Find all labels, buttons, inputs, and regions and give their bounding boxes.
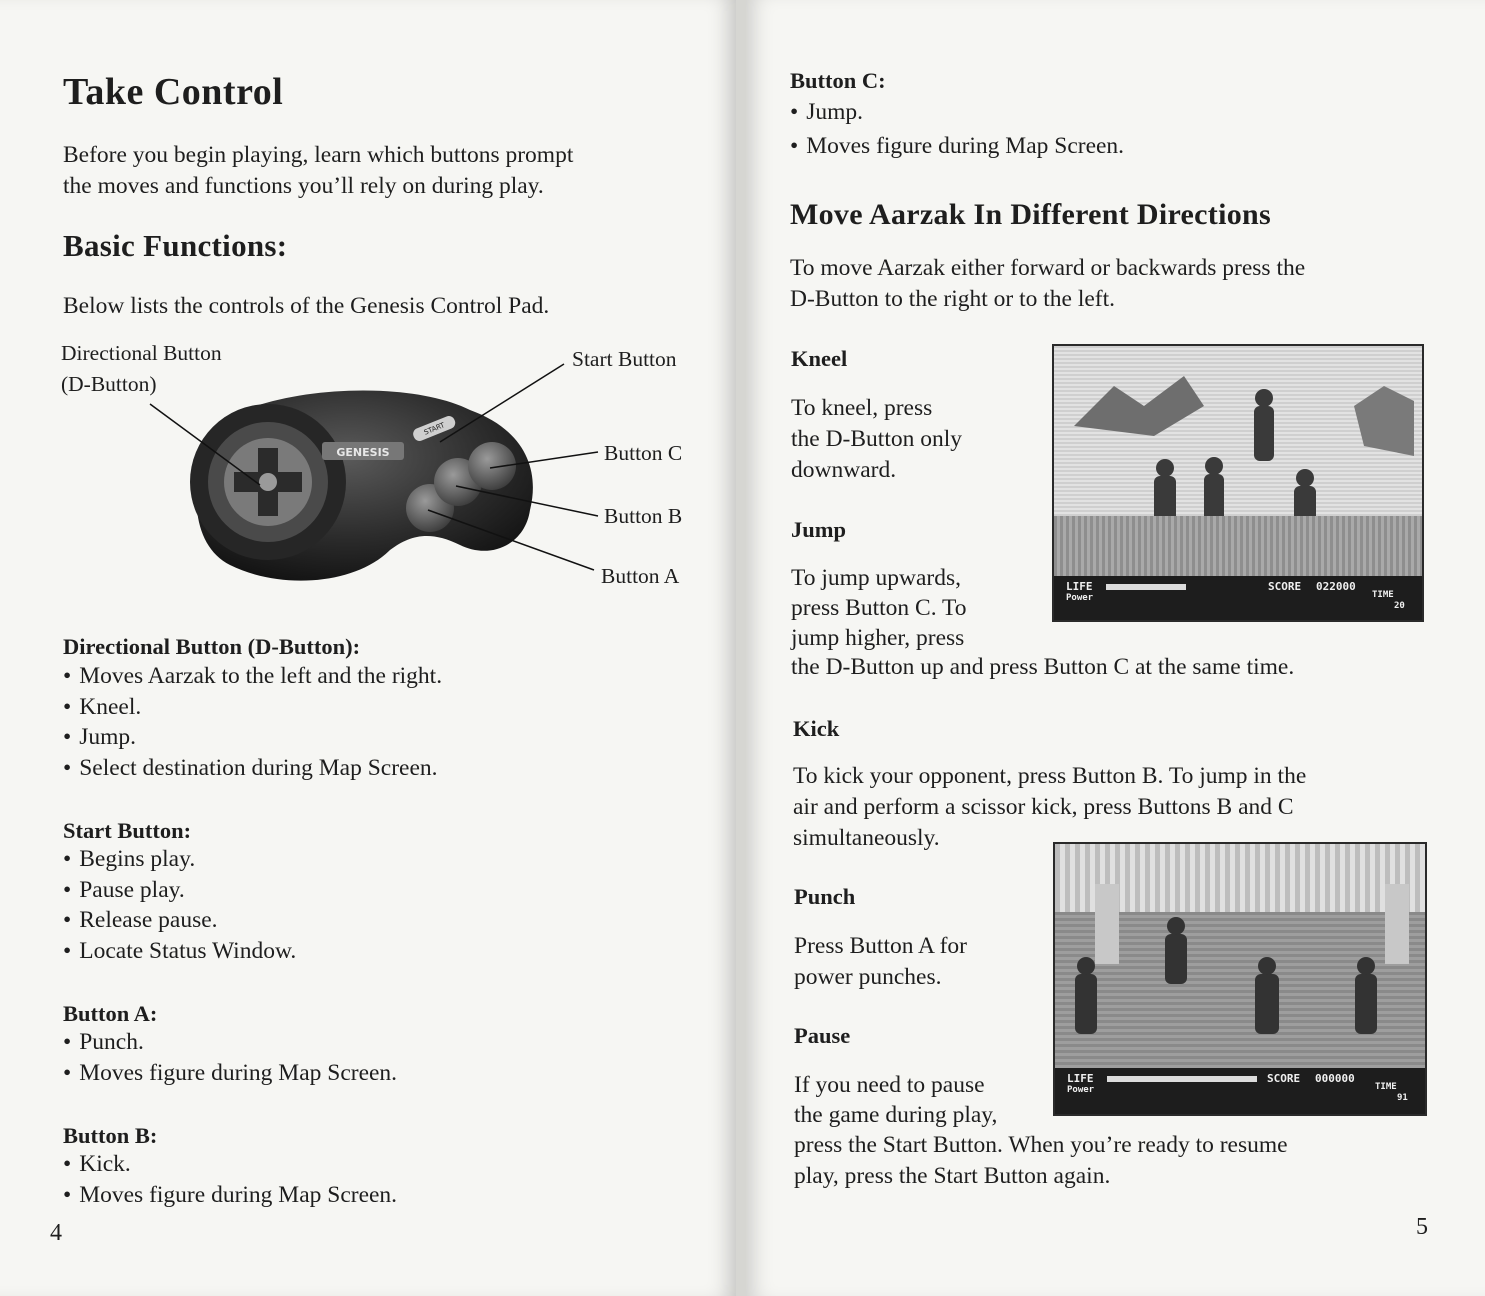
hud-score-label: SCORE: [1268, 580, 1302, 594]
button-c-label: Button C: [604, 441, 683, 465]
pause-line-2: the game during play,: [794, 1102, 998, 1128]
game-hud: [1054, 576, 1422, 620]
jump-line-1: To jump upwards,: [791, 565, 962, 591]
start-heading: Start Button:: [63, 818, 192, 843]
start-section: [63, 818, 296, 966]
list-item: • Pause play.: [63, 875, 296, 906]
list-item: • Moves figure during Map Screen.: [790, 129, 1124, 163]
dpad-label-line-1: Directional Button: [61, 341, 222, 365]
button-b-label: Button B: [604, 504, 683, 528]
pause-line-1: If you need to pause: [794, 1072, 985, 1098]
pause-heading: Pause: [794, 1023, 851, 1048]
gameplay-screenshot-2: [1053, 842, 1427, 1116]
book-gutter: [736, 0, 746, 1296]
hud-score-value: 000000: [1315, 1072, 1355, 1086]
list-item: • Kick.: [63, 1149, 397, 1180]
hud-power-label: Power: [1067, 1085, 1095, 1096]
hud-time-value: 20: [1394, 601, 1405, 612]
start-button-label: Start Button: [572, 347, 677, 371]
jump-line-3: jump higher, press: [791, 625, 965, 651]
kneel-line-3: downward.: [791, 457, 897, 483]
list-item: • Kneel.: [63, 692, 442, 723]
button-c-heading: Button C:: [790, 68, 886, 93]
button-b-section: [63, 1123, 397, 1210]
move-text-line-1: To move Aarzak either forward or backwards press the: [790, 255, 1306, 281]
jump-heading: Jump: [791, 517, 847, 542]
hud-time-label: TIME: [1372, 590, 1394, 601]
kick-heading: Kick: [793, 716, 840, 741]
move-heading: Move Aarzak In Different Directions: [790, 198, 1271, 231]
kick-line-3: simultaneously.: [793, 825, 940, 851]
hud-score-value: 022000: [1316, 580, 1356, 594]
game-hud-2: [1055, 1068, 1425, 1114]
list-item: • Moves Aarzak to the left and the right.: [63, 661, 442, 692]
list-item: • Jump.: [63, 722, 442, 753]
hud-score-label: SCORE: [1267, 1072, 1301, 1086]
page-title: Take Control: [63, 71, 284, 113]
diagram-callout-lines: [0, 0, 736, 640]
page-number: 4: [50, 1220, 62, 1246]
dpad-section: [63, 634, 442, 783]
pause-line-4: play, press the Start Button again.: [794, 1163, 1111, 1189]
punch-heading: Punch: [794, 884, 856, 909]
kneel-heading: Kneel: [791, 346, 848, 371]
list-item: • Jump.: [790, 95, 1124, 129]
intro-line-1: Before you begin playing, learn which buttons prompt: [63, 142, 574, 168]
button-a-list: [63, 1027, 397, 1088]
kneel-line-2: the D-Button only: [791, 426, 963, 452]
list-item: • Locate Status Window.: [63, 936, 296, 967]
list-item: • Punch.: [63, 1027, 397, 1058]
hud-life-label: LIFE: [1067, 1072, 1094, 1086]
move-text-line-2: D-Button to the right or to the left.: [790, 286, 1116, 312]
basic-functions-heading: Basic Functions:: [63, 228, 288, 263]
jump-line-2: press Button C. To: [791, 595, 967, 621]
hud-power-label: Power: [1066, 593, 1094, 604]
list-item: • Moves figure during Map Screen.: [63, 1180, 397, 1211]
hud-time-label: TIME: [1375, 1082, 1397, 1093]
basic-functions-text: Below lists the controls of the Genesis Control Pad.: [63, 293, 550, 319]
punch-line-1: Press Button A for: [794, 933, 968, 959]
button-b-heading: Button B:: [63, 1123, 158, 1148]
list-item: • Begins play.: [63, 844, 296, 875]
page-number: 5: [1416, 1214, 1428, 1240]
hud-time-value: 91: [1397, 1093, 1408, 1104]
start-list: [63, 844, 296, 966]
fighters-illustration-2: [1055, 844, 1425, 1074]
dpad-label-line-2: (D-Button): [61, 372, 157, 396]
left-page: [0, 0, 736, 1296]
kick-line-2: air and perform a scissor kick, press Buttons B and C: [793, 794, 1294, 820]
dpad-heading: Directional Button (D-Button):: [63, 634, 361, 659]
punch-line-2: power punches.: [794, 964, 942, 990]
intro-line-2: the moves and functions you’ll rely on during play.: [63, 173, 544, 199]
pad-logo: GENESIS: [336, 446, 390, 459]
list-item: • Select destination during Map Screen.: [63, 753, 442, 784]
hud-life-label: LIFE: [1066, 580, 1093, 594]
jump-line-4: the D-Button up and press Button C at the same time.: [791, 654, 1295, 680]
start-button-text: START: [422, 421, 446, 437]
list-item: • Release pause.: [63, 905, 296, 936]
kick-line-1: To kick your opponent, press Button B. To jump in the: [793, 763, 1307, 789]
pause-line-3: press the Start Button. When you’re ready to resume: [794, 1132, 1288, 1158]
button-c-list: [790, 95, 1124, 163]
gameplay-screenshot-1: [1052, 344, 1424, 622]
list-item: • Moves figure during Map Screen.: [63, 1058, 397, 1089]
dpad-list: [63, 661, 442, 783]
kneel-line-1: To kneel, press: [791, 395, 933, 421]
button-a-label: Button A: [601, 564, 680, 588]
button-c-section: [790, 68, 1124, 163]
button-b-list: [63, 1149, 397, 1210]
button-a-section: [63, 1001, 397, 1088]
button-a-heading: Button A:: [63, 1001, 158, 1026]
right-page: [746, 0, 1485, 1296]
